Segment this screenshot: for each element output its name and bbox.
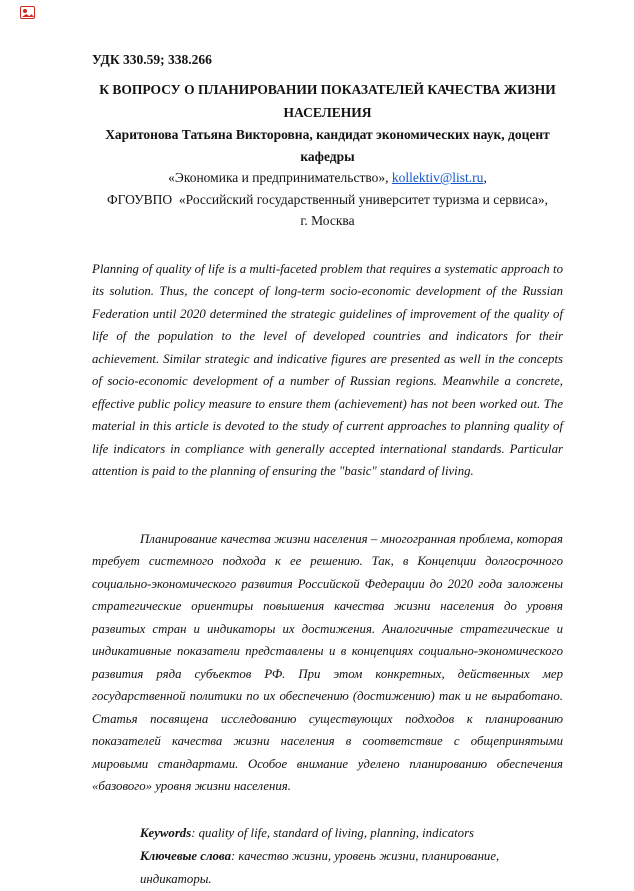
udc-code: УДК 330.59; 338.266 [92,52,212,67]
article-title [92,78,563,124]
email-link[interactable]: kollektiv@list.ru [391,170,484,185]
keywords-russian-line [92,845,563,891]
keywords-block [92,822,563,891]
affiliation-department-suffix: , [483,170,487,185]
keywords-english-text: : quality of life, standard of living, planning, indicators [191,825,475,840]
abstract-russian: Планирование качества жизни населения – многогранная проблема, которая требует системного подхода к ее решению. Так, в Концепции долгосрочного социально-экономического развития Российской Федерации до 2020 года заложены стратегические ориентиры повышения качества жизни населения до уровня развитых стран и индикаторы их достижения. Аналогичные стратегические и индикативные показатели представлены и в концепциях социально-экономического развития ряда субъектов РФ. При этом конкретных, действенных мер государственной политики по их обеспечению (достижению) так и не выработано. Статья посвящена исследованию существующих подходов к планированию показателей качества жизни населения в соответствие с общепринятыми мировыми стандартами. Особое внимание уделено планированию обеспечения «базового» уровня жизни населения. [92,531,563,793]
broken-image-icon [20,6,35,19]
affiliation-department-line [92,167,563,189]
affiliation-department-prefix: «Экономика и предпринимательство», [168,170,392,185]
author-line: Харитонова Татьяна Викторовна, кандидат экономических наук, доцент кафедры [105,127,550,164]
abstract-english: Planning of quality of life is a multi-faceted problem that requires a systematic approach to its solution. Thus, the concept of long-term socio-economic development of the Russian Federation until 2020 determined the strategic guidelines of improvement of the quality of life of the population to the level of developed countries and indicators for their achievement. Similar strategic and indicative figures are presented as well in the concepts of socio-economic development of a number of Russian regions. Meanwhile a concrete, effective public policy measure to ensure them (achievement) has not been worked out. The material in this article is devoted to the study of current approaches to planning quality of life indicators in compliance with generally accepted international standards. Particular attention is paid to the planning of ensuring the "basic" standard of living. [92,261,563,478]
keywords-english-label: Keywords [140,825,192,840]
keywords-russian-text: : качество жизни, уровень жизни, планирование, индикаторы. [140,848,500,886]
affiliation-university-line: ФГОУВПО «Российский государственный университет туризма и сервиса», [106,191,549,207]
article-title-line-2: НАСЕЛЕНИЯ [283,105,372,120]
keywords-russian-label: Ключевые слова [140,848,231,863]
affiliation-city-line: г. Москва [300,213,355,228]
keywords-english-line [92,822,563,845]
article-title-line-1: К ВОПРОСУ О ПЛАНИРОВАНИИ ПОКАЗАТЕЛЕЙ КАЧЕСТВА ЖИЗНИ [99,82,556,97]
